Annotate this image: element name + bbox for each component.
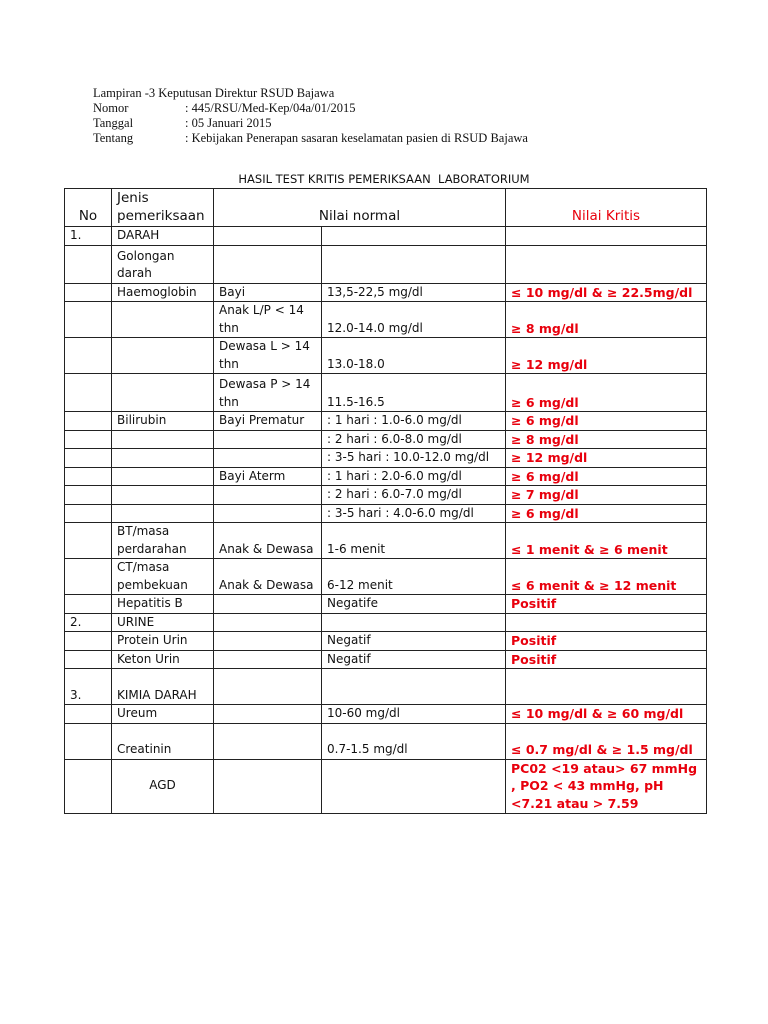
cell-normal	[322, 245, 506, 283]
cell-no: 2.	[65, 613, 112, 632]
cell-kritis	[506, 613, 707, 632]
cell-normal	[322, 759, 506, 813]
document-title: HASIL TEST KRITIS PEMERIKSAAN LABORATORIUM	[238, 172, 530, 186]
cell-normal: : 1 hari : 1.0-6.0 mg/dl	[322, 412, 506, 431]
cell-no	[65, 632, 112, 651]
cell-sub	[214, 723, 322, 759]
cell-no	[65, 374, 112, 412]
cell-jenis	[112, 504, 214, 523]
cell-normal: 6-12 menit	[322, 559, 506, 595]
cell-jenis: DARAH	[112, 227, 214, 246]
cell-normal: 10-60 mg/dl	[322, 705, 506, 724]
header-field-nomor	[93, 101, 528, 116]
cell-no	[65, 650, 112, 669]
cell-kritis: ≥ 6 mg/dl	[506, 504, 707, 523]
header-normal: Nilai normal	[214, 189, 506, 227]
cell-no	[65, 412, 112, 431]
cell-jenis: Creatinin	[112, 723, 214, 759]
cell-normal: 13.0-18.0	[322, 338, 506, 374]
cell-jenis: Keton Urin	[112, 650, 214, 669]
cell-normal: : 1 hari : 2.0-6.0 mg/dl	[322, 467, 506, 486]
table-row	[65, 523, 707, 559]
cell-no	[65, 338, 112, 374]
cell-kritis	[506, 227, 707, 246]
cell-jenis	[112, 486, 214, 505]
table-row	[65, 650, 707, 669]
cell-jenis: Bilirubin	[112, 412, 214, 431]
header-label: Tentang	[93, 131, 134, 145]
table-row	[65, 338, 707, 374]
table-row	[65, 632, 707, 651]
cell-jenis: BT/masa perdarahan	[112, 523, 214, 559]
header-value: : Kebijakan Penerapan sasaran keselamatan pasien di RSUD Bajawa	[185, 131, 528, 145]
cell-kritis: ≤ 10 mg/dl & ≥ 60 mg/dl	[506, 705, 707, 724]
cell-jenis	[112, 449, 214, 468]
cell-sub: Dewasa L > 14 thn	[214, 338, 322, 374]
cell-no	[65, 430, 112, 449]
header-label: Nomor	[93, 101, 129, 115]
cell-kritis: Positif	[506, 595, 707, 614]
cell-jenis: Ureum	[112, 705, 214, 724]
cell-no	[65, 283, 112, 302]
cell-kritis: ≥ 6 mg/dl	[506, 412, 707, 431]
cell-sub	[214, 245, 322, 283]
cell-sub	[214, 227, 322, 246]
table-row	[65, 227, 707, 246]
cell-kritis: Positif	[506, 632, 707, 651]
cell-kritis: ≥ 8 mg/dl	[506, 302, 707, 338]
table-row	[65, 412, 707, 431]
cell-jenis: Protein Urin	[112, 632, 214, 651]
cell-no	[65, 595, 112, 614]
cell-jenis: KIMIA DARAH	[112, 669, 214, 705]
cell-sub	[214, 613, 322, 632]
cell-sub	[214, 669, 322, 705]
cell-normal: : 2 hari : 6.0-7.0 mg/dl	[322, 486, 506, 505]
table-row	[65, 283, 707, 302]
cell-kritis: ≤ 1 menit & ≥ 6 menit	[506, 523, 707, 559]
cell-kritis: ≥ 12 mg/dl	[506, 449, 707, 468]
table-row	[65, 759, 707, 813]
cell-normal: 0.7-1.5 mg/dl	[322, 723, 506, 759]
cell-no	[65, 486, 112, 505]
table-row	[65, 374, 707, 412]
cell-sub	[214, 632, 322, 651]
cell-no	[65, 302, 112, 338]
cell-sub	[214, 759, 322, 813]
table-row	[65, 705, 707, 724]
cell-sub: Bayi Prematur	[214, 412, 322, 431]
header-field-tentang	[93, 131, 528, 146]
table-row	[65, 613, 707, 632]
table-row	[65, 449, 707, 468]
cell-kritis: ≥ 6 mg/dl	[506, 467, 707, 486]
table-row	[65, 504, 707, 523]
cell-sub: Anak L/P < 14 thn	[214, 302, 322, 338]
table-row	[65, 467, 707, 486]
cell-normal: 12.0-14.0 mg/dl	[322, 302, 506, 338]
cell-no	[65, 245, 112, 283]
cell-sub	[214, 504, 322, 523]
cell-sub	[214, 595, 322, 614]
cell-sub	[214, 650, 322, 669]
cell-sub: Bayi Aterm	[214, 467, 322, 486]
table-row	[65, 486, 707, 505]
cell-normal: 13,5-22,5 mg/dl	[322, 283, 506, 302]
table-row	[65, 245, 707, 283]
cell-jenis: Haemoglobin	[112, 283, 214, 302]
cell-jenis	[112, 302, 214, 338]
header-line: Lampiran -3 Keputusan Direktur RSUD Bajawa	[93, 86, 335, 100]
cell-no: 3.	[65, 669, 112, 705]
cell-no	[65, 504, 112, 523]
cell-normal: : 2 hari : 6.0-8.0 mg/dl	[322, 430, 506, 449]
cell-normal	[322, 669, 506, 705]
header-no: No	[65, 189, 112, 227]
cell-no	[65, 723, 112, 759]
cell-kritis: ≥ 8 mg/dl	[506, 430, 707, 449]
table-row	[65, 559, 707, 595]
cell-sub: Anak & Dewasa	[214, 559, 322, 595]
cell-kritis: ≤ 10 mg/dl & ≥ 22.5mg/dl	[506, 283, 707, 302]
cell-normal: : 3-5 hari : 10.0-12.0 mg/dl	[322, 449, 506, 468]
cell-normal: Negatif	[322, 632, 506, 651]
cell-no	[65, 559, 112, 595]
cell-jenis	[112, 338, 214, 374]
cell-no	[65, 449, 112, 468]
cell-no	[65, 523, 112, 559]
cell-kritis: ≥ 6 mg/dl	[506, 374, 707, 412]
cell-kritis	[506, 245, 707, 283]
cell-kritis: ≥ 7 mg/dl	[506, 486, 707, 505]
cell-normal: 1-6 menit	[322, 523, 506, 559]
cell-normal: : 3-5 hari : 4.0-6.0 mg/dl	[322, 504, 506, 523]
cell-no	[65, 759, 112, 813]
cell-no	[65, 467, 112, 486]
cell-jenis	[112, 430, 214, 449]
header-value: : 445/RSU/Med-Kep/04a/01/2015	[185, 101, 356, 115]
table-row	[65, 302, 707, 338]
cell-sub	[214, 486, 322, 505]
cell-jenis: Golongan darah	[112, 245, 214, 283]
cell-kritis	[506, 669, 707, 705]
cell-sub	[214, 449, 322, 468]
cell-normal	[322, 613, 506, 632]
cell-normal	[322, 227, 506, 246]
cell-normal: Negatif	[322, 650, 506, 669]
lab-critical-table	[64, 188, 707, 814]
cell-kritis: ≤ 6 menit & ≥ 12 menit	[506, 559, 707, 595]
cell-jenis	[112, 467, 214, 486]
cell-sub	[214, 430, 322, 449]
header-field-tanggal	[93, 116, 528, 131]
table-row	[65, 430, 707, 449]
cell-sub	[214, 705, 322, 724]
document-header	[93, 86, 528, 146]
header-label: Tanggal	[93, 116, 134, 130]
cell-normal: 11.5-16.5	[322, 374, 506, 412]
cell-no: 1.	[65, 227, 112, 246]
header-value: : 05 Januari 2015	[185, 116, 272, 130]
cell-no	[65, 705, 112, 724]
table-row	[65, 723, 707, 759]
table-row	[65, 595, 707, 614]
cell-sub: Anak & Dewasa	[214, 523, 322, 559]
cell-jenis: URINE	[112, 613, 214, 632]
cell-kritis: ≤ 0.7 mg/dl & ≥ 1.5 mg/dl	[506, 723, 707, 759]
cell-kritis: ≥ 12 mg/dl	[506, 338, 707, 374]
cell-kritis: Positif	[506, 650, 707, 669]
cell-kritis: PC02 <19 atau> 67 mmHg , PO2 < 43 mmHg, pH <7.21 atau > 7.59	[506, 759, 707, 813]
cell-sub: Bayi	[214, 283, 322, 302]
table-row	[65, 669, 707, 705]
cell-jenis: CT/masa pembekuan	[112, 559, 214, 595]
cell-sub: Dewasa P > 14 thn	[214, 374, 322, 412]
table-header-row	[65, 189, 707, 227]
header-jenis: Jenis pemeriksaan	[112, 189, 214, 227]
cell-jenis: AGD	[112, 759, 214, 813]
cell-jenis	[112, 374, 214, 412]
cell-jenis: Hepatitis B	[112, 595, 214, 614]
cell-normal: Negatife	[322, 595, 506, 614]
header-kritis: Nilai Kritis	[506, 189, 707, 227]
